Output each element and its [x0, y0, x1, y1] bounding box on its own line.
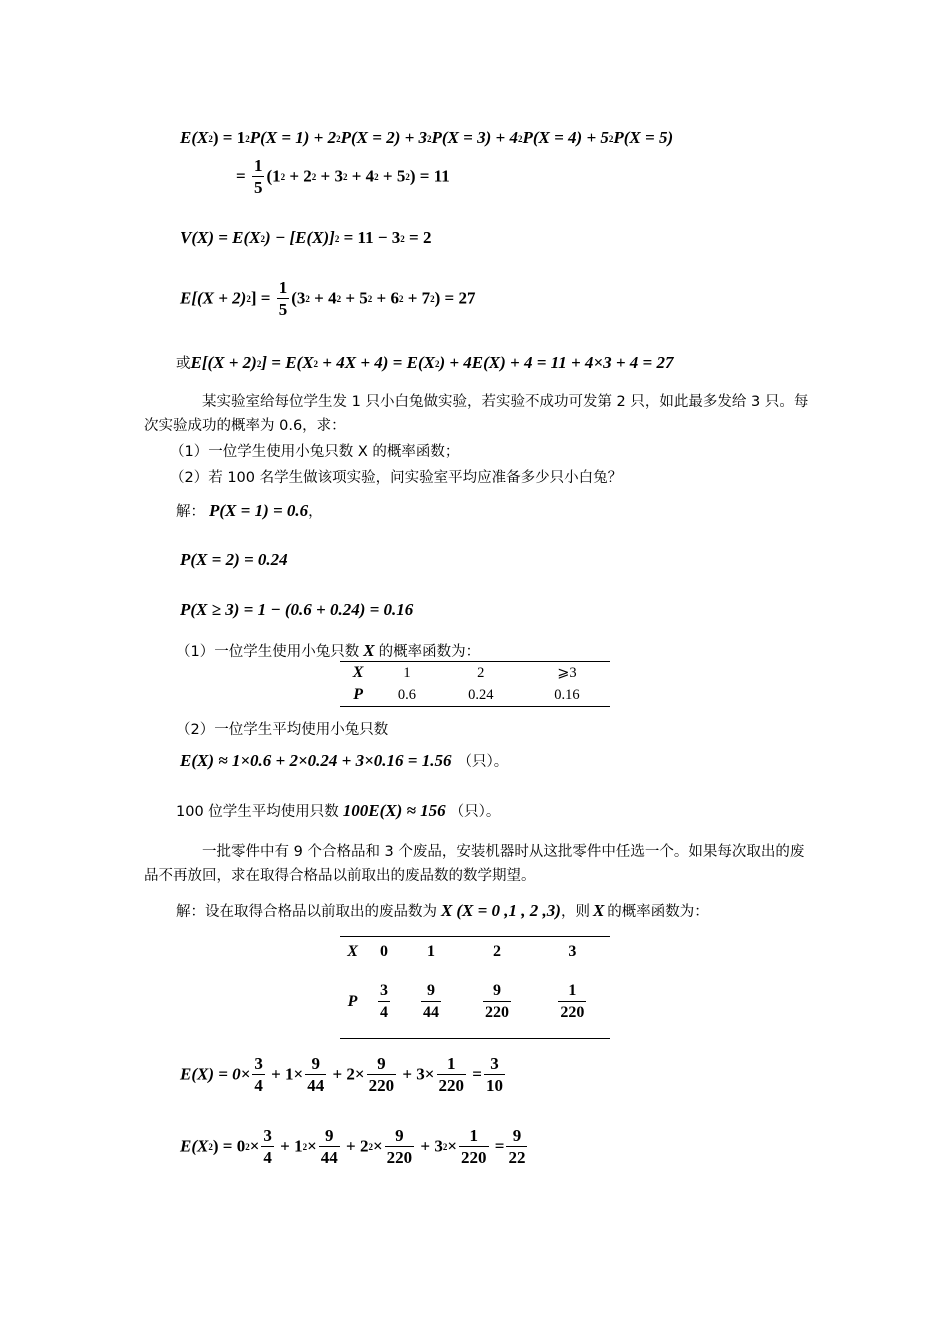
problem1-hundred: 100 位学生平均使用只数 100E(X) ≈ 156 （只）。 [176, 801, 501, 820]
problem2-expectation: E(X) = 0× $\frac{3}{4}$ + 1× $\frac{9}{44}$ + 2× $\frac{9}{220}$ + 3× $\frac{1}{220}$ = $\frac{3}{10}$ [180, 1054, 503, 1095]
problem1-solution-p1: 解： P(X = 1) = 0.6， [176, 501, 323, 520]
ex2-definition: $E(X^2) = 1^2P(X = 1) + 2^2P(X = 2) + 3^2P(X = 3) + 4^2P(X = 4) + 5^2P(X = 5)$ [180, 128, 674, 147]
problem1-answer1-label: （1）一位学生使用小兔只数 X 的概率函数为： [176, 641, 481, 660]
problem1-solution-p3: P(X ≥ 3) = 1 − (0.6 + 0.24) = 0.16 [180, 600, 414, 619]
problem1-expectation: E(X) ≈ 1×0.6 + 2×0.24 + 3×0.16 = 1.56 （只）。 [180, 751, 509, 770]
table-header-cell: X [352, 664, 364, 681]
table-header-cell: ⩾3 [557, 664, 577, 681]
table-cell: 0.16 [554, 686, 580, 703]
table-row [340, 684, 610, 707]
table-row [340, 662, 610, 685]
table-header-cell: 0 [379, 942, 388, 960]
table-cell: P [353, 686, 363, 703]
alternative-formula: 或$E[(X + 2)^2] = E(X^2 + 4X + 4) = E(X^2) + 4E(X) + 4 = 11 + 4\times 3 + 4 = 27$ [176, 353, 674, 372]
variance-formula: $V(X) = E(X^2) - [E(X)]^2 = 11 - 3^2 = 2$ [180, 228, 432, 247]
table-cell: 0.24 [468, 686, 494, 703]
fraction-one-fifth: $\frac{1}{5}$ [253, 156, 263, 197]
table-cell: $\frac{9}{44}$ [423, 981, 440, 1021]
table-cell: 0.6 [397, 686, 417, 703]
problem1-answer2-label: （2）一位学生平均使用小兔只数 [176, 722, 389, 738]
problem2-second-moment: $E(X^2) = 0^2\times$ $\frac{3}{4}$ + $1^2\times$ $\frac{9}{44}$ + $2^2\times$ $\frac{9}{220}$ + $3^2\times$ $\frac{1}{220}$ = $\frac{9}{22}$ [180, 1126, 526, 1167]
problem1-statement: 某实验室给每位学生发 1 只小白兔做实验，若实验不成功可发第 2 只，如此最多发给 3 只。每次实验成功的概率为 0.6，求： [144, 394, 809, 434]
table-header-cell: 2 [492, 942, 501, 960]
table-cell: P [347, 993, 358, 1011]
table-header-cell: 1 [403, 664, 411, 681]
table-row [340, 967, 610, 1039]
table-cell: $\frac{1}{220}$ [560, 981, 585, 1021]
ex-plus-2-squared: $E[(X + 2)^2]$ = $\frac{1}{5}$ $(3^2 + 4^2 + 5^2 + 6^2 + 7^2) = 27$ [180, 278, 476, 319]
fraction-one-fifth: $\frac{1}{5}$ [278, 278, 288, 319]
ex2-evaluation: = $\frac{1}{5}$ $(1^2 + 2^2 + 3^2 + 4^2 + 5^2) = 11$ [236, 156, 450, 197]
defect-probability-table [340, 936, 610, 1039]
table-cell: $\frac{9}{220}$ [484, 981, 509, 1021]
problem2-solution-intro: 解：设在取得合格品以前取出的废品数为 X (X = 0 ,1 , 2 ,3)，则 X 的概率函数为： [176, 901, 709, 920]
table-row [340, 937, 610, 967]
problem2-statement: 一批零件中有 9 个合格品和 3 个废品，安装机器时从这批零件中任选一个。如果每次取出的废品不再放回，求在取得合格品以前取出的废品数的数学期望。 [144, 844, 805, 884]
table-header-cell: X [347, 942, 358, 960]
table-header-cell: 2 [477, 664, 485, 681]
table-header-cell: 1 [427, 942, 436, 960]
rabbit-probability-table [340, 661, 610, 707]
table-cell: $\frac{3}{4}$ [379, 981, 388, 1021]
problem1-solution-p2: P(X = 2) = 0.24 [180, 550, 288, 569]
table-header-cell: 3 [568, 942, 577, 960]
problem1-question2: （2）若 100 名学生做该项实验，问实验室平均应准备多少只小白兔？ [170, 470, 623, 486]
problem1-question1: （1）一位学生使用小兔只数 X 的概率函数； [170, 444, 460, 460]
